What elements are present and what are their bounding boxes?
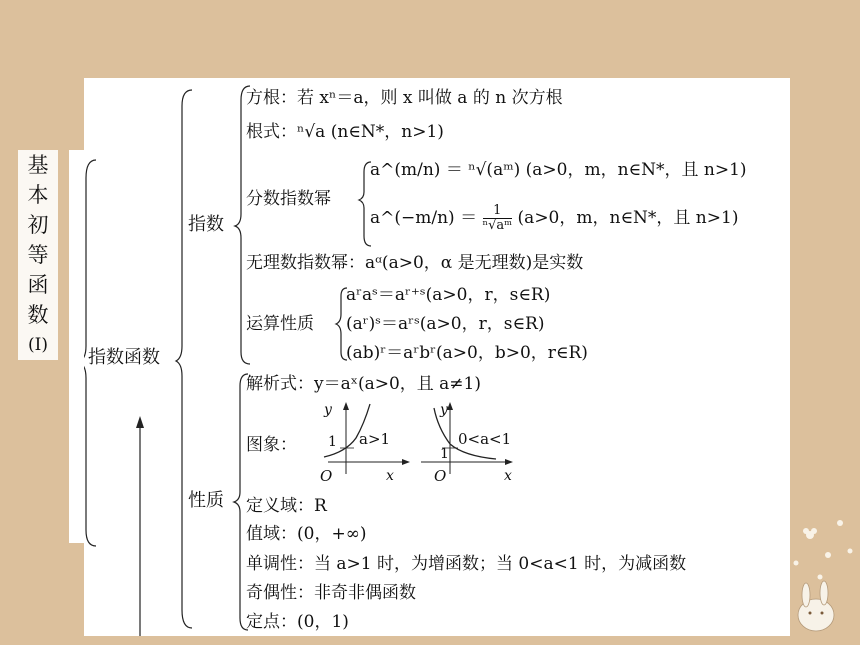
fractional-exponent-label: 分数指数幂 — [246, 189, 331, 209]
operation-rule-1: aʳaˢ＝aʳ⁺ˢ(a>0，r，s∈R) — [346, 285, 551, 305]
graph2-origin: O — [434, 467, 447, 485]
branch-property: 性质 — [188, 490, 224, 511]
side-title-char: 函 — [27, 273, 49, 297]
fixed-point: 定点：(0，1) — [246, 612, 349, 632]
decorative-bunny-flowers — [780, 515, 860, 645]
negative-fractional-exponent — [370, 204, 738, 233]
radical-definition: 根式：ⁿ√a (n∈N*，n>1) — [246, 122, 444, 142]
concept-map-panel — [84, 78, 790, 636]
neg-exp-denominator: ⁿ√aᵐ — [482, 218, 513, 233]
side-title-char: 初 — [27, 213, 49, 237]
graph1-origin: O — [320, 467, 333, 485]
side-title — [18, 150, 58, 360]
domain: 定义域：R — [246, 496, 327, 516]
graph2-y-label: y — [440, 402, 448, 418]
analytic-formula: 解析式：y＝aˣ(a>0，且 a≠1) — [246, 374, 482, 394]
graph2-condition: 0<a<1 — [458, 430, 512, 448]
root-node: 指数函数 — [88, 347, 160, 368]
parity: 奇偶性：非奇非偶函数 — [246, 583, 416, 603]
positive-fractional-exponent: a^(m/n) ＝ ⁿ√(aᵐ) (a>0，m，n∈N*，且 n>1) — [370, 160, 747, 180]
graph1-x-label: x — [386, 468, 394, 484]
operation-rule-3: (ab)ʳ＝aʳbʳ(a>0，b>0，r∈R) — [346, 343, 588, 363]
neg-exp-fraction — [483, 204, 513, 233]
branch-index: 指数 — [188, 214, 224, 235]
irrational-exponent: 无理数指数幂：aᵅ(a>0，α 是无理数)是实数 — [246, 253, 584, 273]
graph1-y-label: y — [324, 402, 332, 418]
graph2-x-label: x — [504, 468, 512, 484]
graph-label: 图象： — [246, 435, 297, 455]
operation-rule-2: (aʳ)ˢ＝aʳˢ(a>0，r，s∈R) — [346, 314, 545, 334]
operations-label: 运算性质 — [246, 314, 314, 334]
side-title-char: 等 — [27, 243, 49, 267]
range: 值域：(0，+∞) — [246, 524, 367, 544]
side-title-char: (Ⅰ) — [28, 335, 48, 355]
monotonicity: 单调性：当 a>1 时，为增函数；当 0<a<1 时，为减函数 — [246, 554, 687, 574]
side-title-char: 数 — [27, 303, 49, 327]
graph1-condition: a>1 — [359, 430, 391, 448]
nth-root-definition: 方根：若 xⁿ＝a，则 x 叫做 a 的 n 次方根 — [246, 88, 563, 108]
side-title-char: 基 — [27, 153, 49, 177]
neg-exp-left: a^(−m/n) ＝ — [370, 208, 478, 228]
neg-exp-right: (a>0，m，n∈N*，且 n>1) — [517, 208, 739, 228]
graph1-one: 1 — [328, 434, 337, 450]
graph2-one: 1 — [440, 446, 449, 462]
neg-exp-numerator: 1 — [483, 204, 513, 219]
side-title-char: 本 — [27, 183, 49, 207]
